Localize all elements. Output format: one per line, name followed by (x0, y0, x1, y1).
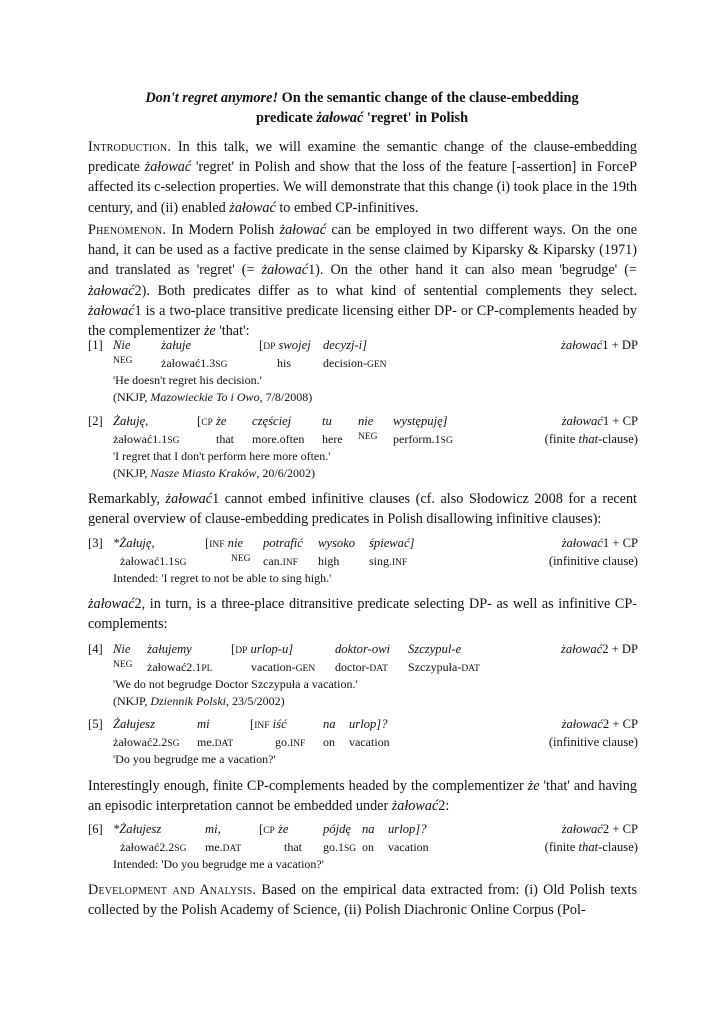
bracket-group (231, 642, 293, 657)
word: mi, (205, 822, 221, 836)
gloss: żałować1.1SG (120, 554, 187, 568)
phenomenon-term-4: żałować (88, 302, 135, 319)
phenomenon-paragraph (88, 220, 637, 341)
example-1 (88, 338, 638, 408)
gloss: more.often (252, 432, 305, 446)
word: decyzj-i] (323, 338, 368, 352)
development-paragraph (88, 880, 637, 920)
remark2-term: żałować (88, 596, 135, 612)
development-text: Based on the empirical data extracted from: (i) Old Polish texts collected by the Polish Academy of Science, (ii) Polish Diachronic Online Corpus (Pol- (88, 882, 637, 919)
label-that: that (578, 840, 599, 854)
word: iść (269, 717, 287, 731)
title-italic: Don't regret anymore! (145, 90, 279, 106)
example-label-2 (545, 432, 638, 447)
word: na (323, 717, 336, 731)
word: Żałuję, (113, 414, 149, 428)
word: swojej (275, 338, 311, 352)
phenomenon-text-3: 1). On the other hand it can also mean 'begrudge' (= (308, 262, 637, 279)
example-translation: 'We do not begrudge Doctor Szczypuła a vacation.' (113, 677, 358, 691)
bracket: [ (250, 717, 255, 731)
gloss: sing.INF (369, 554, 408, 568)
word: występuję] (393, 414, 448, 428)
gloss: decision-GEN (323, 356, 387, 370)
gloss: doctor-DAT (335, 660, 388, 674)
example-6 (88, 822, 638, 874)
bracket: [ (205, 536, 210, 550)
phenomenon-term-2: żałować (261, 262, 309, 279)
gloss: his (277, 356, 292, 370)
gloss: go.1SG (323, 840, 357, 854)
gloss: that (216, 432, 234, 446)
word: śpiewać] (369, 536, 415, 550)
source-title: Mazowieckie To i Owo (150, 390, 260, 404)
example-number: [1] (88, 338, 103, 352)
word: nie (224, 536, 244, 550)
label-rest: 2 + CP (602, 822, 638, 836)
remark1-text-2: 1 cannot embed infinitive clauses (cf. also Słodowicz 2008 for a recent general overview of clause-embedding predicates in Polish disallowing infinitive clauses): (88, 491, 637, 528)
remark-paragraph-1 (88, 489, 637, 529)
phrase-label: INF (254, 721, 270, 731)
example-number: [6] (88, 822, 103, 836)
label-c: -clause) (598, 840, 638, 854)
label-rest: 1 + DP (602, 338, 638, 352)
gloss: vacation (349, 735, 390, 749)
example-label-2: (infinitive clause) (548, 735, 638, 749)
phrase-label: DP (235, 646, 248, 656)
intro-text-3: to embed CP-infinitives. (275, 199, 419, 216)
gloss: żałować2.2SG (120, 840, 187, 854)
word: urlop]? (388, 822, 427, 836)
example-source (113, 466, 315, 481)
title-line2-a: predicate (255, 110, 317, 126)
paper-title (60, 88, 664, 128)
word: żałuje (161, 338, 192, 352)
example-label (562, 717, 638, 732)
gloss: NEG (358, 432, 378, 442)
label-rest: 2 + DP (602, 642, 638, 656)
phenomenon-text-2: can be employed in two different ways. On the one hand, it can be used as a factive predicate in the sense claimed by Kiparsky & Kiparsky (1971) and translated as 'regret' (= (88, 222, 637, 279)
example-number: [4] (88, 642, 103, 656)
word: nie (358, 414, 374, 428)
word: urlop]? (349, 717, 388, 731)
phenomenon-term-3: żałować (88, 282, 135, 299)
label-term: żałować (561, 717, 603, 731)
source-c: , 20/6/2002) (256, 466, 316, 480)
word: mi (197, 717, 210, 731)
bracket-group (197, 414, 226, 429)
gloss: vacation (388, 840, 429, 854)
gloss: vacation-GEN (251, 660, 316, 674)
example-number: [5] (88, 717, 103, 731)
example-2 (88, 414, 638, 484)
word: doktor-owi (335, 642, 391, 656)
phenomenon-text-4: 2). Both predicates differ as to what kind of sentential complements they select. (134, 282, 637, 299)
remark3-term-2: żałować (391, 798, 439, 815)
remark1-text-1: Remarkably, (88, 491, 166, 507)
gloss: on (362, 840, 374, 854)
source-a: (NKJP, (113, 466, 151, 480)
title-rest: On the semantic change of the clause-embedding (278, 90, 579, 106)
gloss: żałować1.1SG (113, 432, 180, 446)
word: wysoko (318, 536, 356, 550)
phrase-label: CP (263, 826, 275, 836)
bracket: [ (197, 414, 202, 428)
word: na (362, 822, 375, 836)
label-c: -clause) (598, 432, 638, 446)
label-rest: 1 + CP (602, 536, 638, 550)
gloss: on (323, 735, 335, 749)
phenomenon-text-1: In Modern Polish (166, 222, 280, 238)
example-label (561, 338, 638, 353)
bracket: [ (259, 338, 264, 352)
word: Nie (113, 338, 131, 352)
gloss: Szczypuła-DAT (408, 660, 480, 674)
label-term: żałować (561, 536, 603, 550)
example-label (562, 822, 638, 837)
example-translation: Intended: 'I regret to not be able to sing high.' (113, 571, 332, 585)
remark-paragraph-3 (88, 776, 637, 816)
gloss: NEG (231, 554, 251, 564)
development-heading: Development and Analysis. (88, 882, 257, 898)
label-a: (finite (544, 840, 579, 854)
gloss: NEG (113, 356, 133, 366)
label-a: (finite (544, 432, 579, 446)
intro-text-2: 'regret' in Polish and show that the loss of the feature [-assertion] in ForceP affected its c-selection properties. We will demonstrate that this change (i) took place in the 19th century, and (ii) enabled (88, 159, 637, 216)
gloss: NEG (113, 660, 133, 670)
title-line2-term: żałować (316, 110, 364, 126)
gloss: żałować1.3SG (161, 356, 228, 370)
word: żałujemy (147, 642, 192, 656)
label-term: żałować (561, 822, 603, 836)
example-translation: Intended: 'Do you begrudge me a vacation?' (113, 857, 324, 871)
intro-heading: Introduction. (88, 139, 172, 155)
example-label (561, 642, 638, 657)
example-5 (88, 717, 638, 769)
gloss: that (284, 840, 302, 854)
word: że (212, 414, 227, 428)
phenomenon-term-5: że (203, 323, 216, 340)
gloss: can.INF (263, 554, 298, 568)
gloss: high (318, 554, 340, 568)
example-number: [3] (88, 536, 103, 550)
intro-term-2: żałować (229, 199, 276, 216)
example-3 (88, 536, 638, 588)
example-source (113, 390, 312, 405)
example-number: [2] (88, 414, 103, 428)
bracket-group (205, 536, 243, 551)
gloss: żałować2.1PL (147, 660, 213, 674)
source-a: (NKJP, (113, 694, 151, 708)
gloss: here (322, 432, 343, 446)
example-source (113, 694, 285, 709)
source-title: Nasze Miasto Kraków (150, 466, 257, 480)
label-rest: 2 + CP (602, 717, 638, 731)
phenomenon-text-5: 1 is a two-place transitive predicate licensing either DP- or CP-complements headed by the complementizer (88, 302, 637, 340)
example-translation: 'I regret that I don't perform here more often.' (113, 449, 331, 463)
bracket: [ (231, 642, 236, 656)
gloss: żałować2.2SG (113, 735, 180, 749)
bracket-group (259, 338, 311, 353)
word: pójdę (323, 822, 351, 836)
source-c: , 7/8/2008) (259, 390, 313, 404)
example-label (562, 414, 638, 429)
phrase-label: DP (263, 342, 276, 352)
remark-paragraph-2 (88, 594, 637, 634)
remark3-term-1: że (527, 778, 540, 794)
word: tu (322, 414, 332, 428)
source-title: Dziennik Polski (150, 694, 226, 708)
bracket-group (250, 717, 287, 732)
gloss: perform.1SG (393, 432, 453, 446)
example-4 (88, 642, 638, 712)
source-c: , 23/5/2002) (226, 694, 285, 708)
remark2-text: 2, in turn, is a three-place ditransitive predicate selecting DP- as well as infinitive CP-complements: (88, 596, 637, 633)
example-translation: 'Do you begrudge me a vacation?' (113, 752, 276, 766)
intro-text-1: In this talk, we will examine the semantic change of the clause-embedding predicate (88, 139, 637, 176)
phenomenon-text-6: 'that': (215, 323, 250, 340)
label-term: żałować (560, 642, 603, 656)
label-that: that (578, 432, 599, 446)
label-term: żałować (561, 414, 603, 428)
word: Żałujesz (113, 717, 155, 731)
example-label-2: (infinitive clause) (548, 554, 638, 568)
example-translation: 'He doesn't regret his decision.' (113, 373, 262, 387)
bracket: [ (259, 822, 264, 836)
gloss: me.DAT (205, 840, 242, 854)
title-line2-c: 'regret' in Polish (363, 110, 469, 126)
phrase-label: INF (209, 540, 225, 550)
label-rest: 1 + CP (602, 414, 638, 428)
example-label (562, 536, 638, 551)
remark3-text-2: 'that' and having an episodic interpretation cannot be embedded under (88, 778, 637, 815)
intro-paragraph (88, 137, 637, 218)
remark1-term: żałować (165, 491, 213, 507)
remark3-text-3: 2: (438, 798, 450, 815)
label-term: żałować (560, 338, 603, 352)
word: potrafić (263, 536, 303, 550)
gloss: go.INF (275, 735, 306, 749)
gloss: me.DAT (197, 735, 234, 749)
word: częściej (252, 414, 292, 428)
bracket-group (259, 822, 288, 837)
word: *Żałujesz (113, 822, 162, 836)
phrase-label: CP (201, 418, 213, 428)
source-a: (NKJP, (113, 390, 151, 404)
word: Szczypul-e (408, 642, 462, 656)
word: Nie (113, 642, 131, 656)
word: *Żałuję, (113, 536, 155, 550)
word: urlop-u] (247, 642, 294, 656)
phenomenon-term-1: żałować (279, 222, 327, 238)
remark3-text-1: Interestingly enough, finite CP-complements headed by the complementizer (88, 778, 528, 794)
phenomenon-heading: Phenomenon. (88, 222, 167, 238)
intro-term-1: żałować (144, 159, 192, 176)
word: że (274, 822, 289, 836)
example-label-2 (545, 840, 638, 855)
